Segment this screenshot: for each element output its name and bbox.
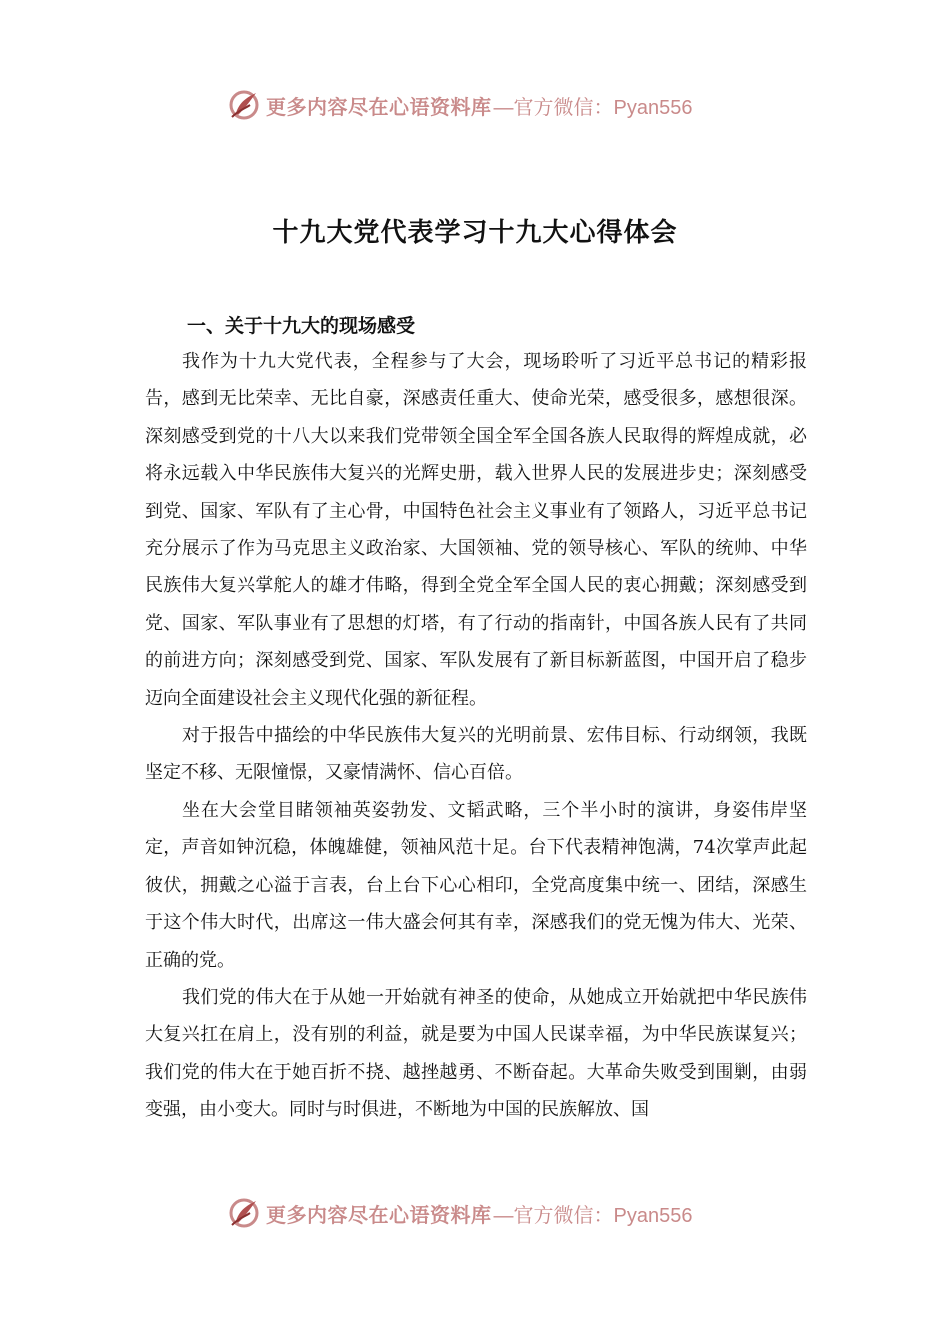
header-watermark-banner xyxy=(226,85,692,125)
footer-brand-text: 更多内容尽在心语资料库 xyxy=(266,1202,492,1227)
header-wechat-text: —官方微信：Pyan556 xyxy=(493,96,693,119)
body-paragraph: 我们党的伟大在于从她一开始就有神圣的使命，从她成立开始就把中华民族伟大复兴扛在肩上，没有别的利益，就是要为中国人民谋幸福，为中华民族谋复兴；我们党的伟大在于她百折不挠、越挫越勇、不断奋起。大革命失败受到围剿，由弱变强，由小变大。同时与时俱进，不断地为中国的民族解放、国 xyxy=(145,986,807,1121)
body-paragraph: 对于报告中描绘的中华民族伟大复兴的光明前景、宏伟目标、行动纲领，我既坚定不移、无限憧憬，又豪情满怀、信心百倍。 xyxy=(145,725,807,784)
document-title: 十九大党代表学习十九大心得体会 xyxy=(272,218,678,248)
leaf-swirl-logo-icon xyxy=(226,87,262,123)
leaf-swirl-logo-icon xyxy=(226,1195,262,1231)
header-brand-text: 更多内容尽在心语资料库 xyxy=(266,94,492,119)
section-heading: 一、关于十九大的现场感受 xyxy=(187,315,416,337)
body-paragraph: 坐在大会堂目睹领袖英姿勃发、文韬武略，三个半小时的演讲，身姿伟岸坚定，声音如钟沉稳，体魄雄健，领袖风范十足。台下代表精神饱满，74次掌声此起彼伏，拥戴之心溢于言表，台上台下心心相印，全党高度集中统一、团结，深感生于这个伟大时代，出席这一伟大盛会何其有幸，深感我们的党无愧为伟大、光荣、正确的党。 xyxy=(145,799,807,971)
footer-watermark-banner xyxy=(226,1193,692,1233)
body-paragraph: 我作为十九大党代表，全程参与了大会，现场聆听了习近平总书记的精彩报告，感到无比荣幸、无比自豪，深感责任重大、使命光荣，感受很多，感想很深。深刻感受到党的十八大以来我们党带领全国全军全国各族人民取得的辉煌成就，必将永远载入中华民族伟大复兴的光辉史册，载入世界人民的发展进步史；深刻感受到党、国家、军队有了主心骨，中国特色社会主义事业有了领路人，习近平总书记充分展示了作为马克思主义政治家、大国领袖、党的领导核心、军队的统帅、中华民族伟大复兴掌舵人的雄才伟略，得到全党全军全国人民的衷心拥戴；深刻感受到党、国家、军队事业有了思想的灯塔，有了行动的指南针，中国各族人民有了共同的前进方向；深刻感受到党、国家、军队发展有了新目标新蓝图，中国开启了稳步迈向全面建设社会主义现代化强的新征程。 xyxy=(145,351,807,709)
document-body xyxy=(145,343,807,1129)
footer-wechat-text: —官方微信：Pyan556 xyxy=(493,1204,693,1227)
